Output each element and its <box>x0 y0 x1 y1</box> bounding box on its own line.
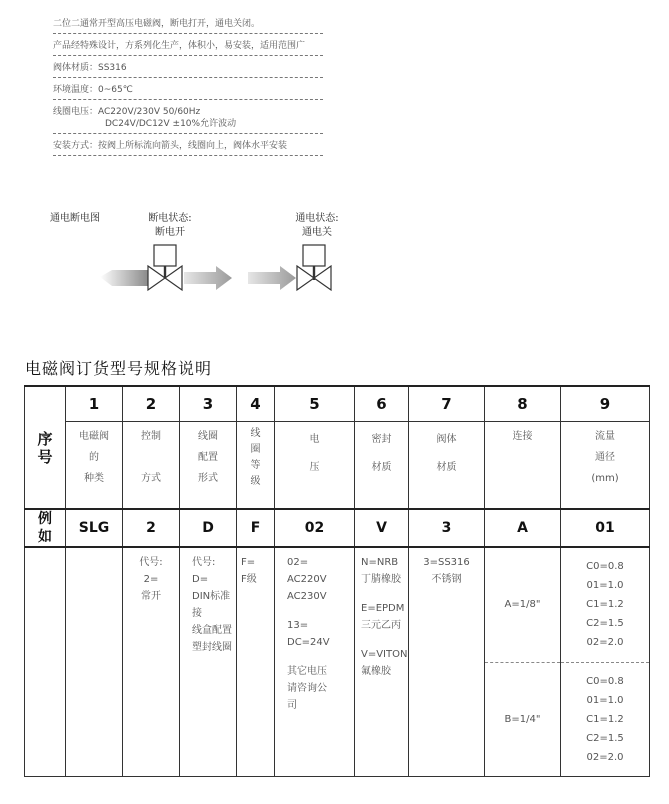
connection-option: B=1/4" <box>504 713 541 725</box>
diagram-title: 通电断电图 <box>50 213 100 224</box>
example-cell: D <box>180 509 237 547</box>
example-cell: 02 <box>275 509 355 547</box>
options-connection-cell <box>485 547 561 777</box>
header-cell: 5 <box>275 386 355 422</box>
power-state-diagram <box>0 200 669 310</box>
header-cell: 6 <box>355 386 409 422</box>
table-desc-row <box>25 422 650 510</box>
flow-arrow-icon <box>248 266 296 290</box>
section-title: 电磁阀订货型号规格说明 <box>25 359 213 378</box>
flow-options-group: C0=0.8 01=1.0 C1=1.2 C2=1.5 02=2.0 <box>561 548 649 663</box>
desc-cell: 线 圈 等 级 <box>237 422 275 510</box>
flow-arrow-icon <box>100 270 148 286</box>
example-cell: 3 <box>409 509 485 547</box>
valve-closed-icon <box>297 245 331 290</box>
options-body-cell: 3=SS316 不锈钢 <box>409 547 485 777</box>
header-cell: 4 <box>237 386 275 422</box>
desc-cell: 阀体 材质 <box>409 422 485 510</box>
options-voltage-cell: 02= AC220V AC230V 13= DC=24V 其它电压 请咨询公 司 <box>275 547 355 777</box>
connection-option: A=1/8" <box>485 548 560 663</box>
table-header-row <box>25 386 650 422</box>
desc-cell: 电磁阀 的 种类 <box>66 422 123 510</box>
options-grade-cell: F= F级 <box>237 547 275 777</box>
spec-item: 线圈电压：AC220V/230V 50/60Hz DC24V/DC12V ±10%允许波动 <box>53 104 323 134</box>
desc-cell: 电 压 <box>275 422 355 510</box>
options-flow-cell <box>561 547 650 777</box>
desc-cell: 流量 通径 (mm) <box>561 422 650 510</box>
desc-cell: 线圈 配置 形式 <box>180 422 237 510</box>
seq-label: 序号 <box>25 386 66 509</box>
diagram-graphic <box>0 200 669 310</box>
header-cell: 8 <box>485 386 561 422</box>
example-label: 例如 <box>25 509 66 547</box>
state-off-label: 断电状态: 断电开 <box>148 213 192 238</box>
flow-arrow-icon <box>184 266 232 290</box>
order-spec-table <box>24 385 650 777</box>
options-control-cell: 代号: 2= 常开 <box>123 547 180 777</box>
spec-item: 二位二通常开型高压电磁阀，断电打开，通电关闭。 <box>53 16 323 34</box>
header-cell: 9 <box>561 386 650 422</box>
header-cell: 7 <box>409 386 485 422</box>
example-cell: SLG <box>66 509 123 547</box>
example-cell: 2 <box>123 509 180 547</box>
state-on-label: 通电状态: 通电关 <box>295 213 339 238</box>
example-cell: A <box>485 509 561 547</box>
valve-open-icon <box>148 245 182 290</box>
example-cell: V <box>355 509 409 547</box>
options-seal-cell: N=NRB 丁腈橡胶 E=EPDM 三元乙丙 V=VITON 氟橡胶 <box>355 547 409 777</box>
header-cell: 3 <box>180 386 237 422</box>
example-cell: 01 <box>561 509 650 547</box>
table-options-row <box>25 547 650 777</box>
options-coil-cell: 代号: D= DIN标准接 线盒配置 塑封线圈 <box>180 547 237 777</box>
header-cell: 2 <box>123 386 180 422</box>
spec-item: 阀体材质：SS316 <box>53 60 323 78</box>
spec-list <box>53 16 323 160</box>
spec-item: 安装方式：按阀上所标流向箭头，线圈向上，阀体水平安装 <box>53 138 323 156</box>
desc-cell: 密封 材质 <box>355 422 409 510</box>
spec-item: 环境温度：0~65℃ <box>53 82 323 100</box>
options-blank-cell <box>25 547 66 777</box>
spec-item: 产品经特殊设计，方系列化生产，体积小，易安装，适用范围广 <box>53 38 323 56</box>
options-blank-cell <box>66 547 123 777</box>
example-cell: F <box>237 509 275 547</box>
header-cell: 1 <box>66 386 123 422</box>
desc-cell: 连接 <box>485 422 561 510</box>
table-example-row <box>25 509 650 547</box>
flow-options-group: C0=0.8 01=1.0 C1=1.2 C2=1.5 02=2.0 <box>586 675 624 763</box>
desc-cell: 控制 方式 <box>123 422 180 510</box>
